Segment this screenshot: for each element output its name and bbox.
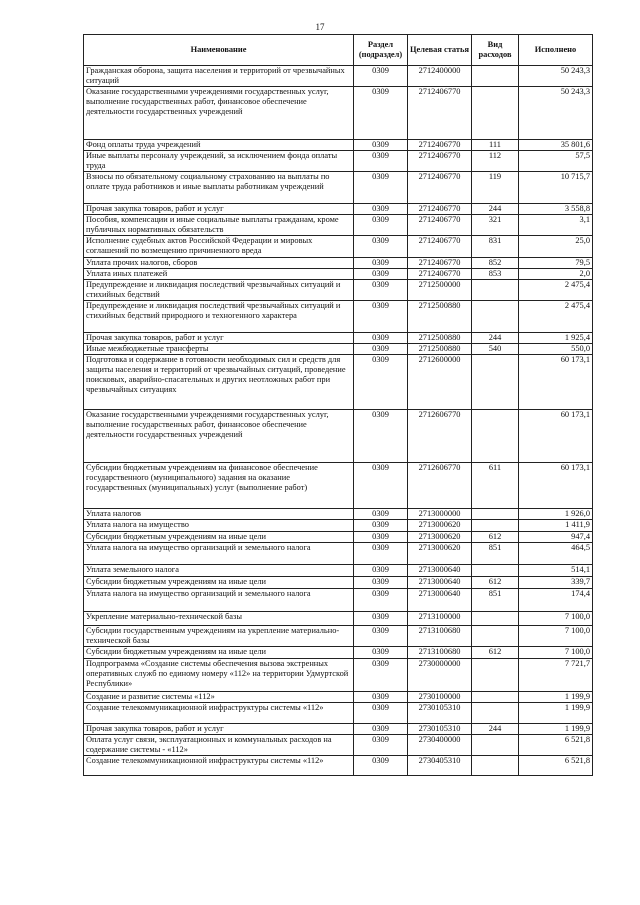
row-name-cell: Оказание государственными учреждениями государственных услуг, выполнение государственных работ, финансовое обеспечение деятельности государственных учреждений bbox=[84, 87, 354, 140]
row-executed-cell: 10 715,7 bbox=[519, 172, 593, 204]
row-target-cell: 2713000640 bbox=[408, 589, 472, 612]
row-name-cell: Уплата прочих налогов, сборов bbox=[84, 258, 354, 269]
row-name-cell: Уплата иных платежей bbox=[84, 269, 354, 280]
table-row bbox=[84, 410, 593, 463]
table-row bbox=[84, 280, 593, 301]
row-executed-cell: 2 475,4 bbox=[519, 280, 593, 301]
row-expense-type-cell: 612 bbox=[472, 532, 519, 543]
row-section-cell: 0309 bbox=[354, 463, 408, 509]
row-name-cell: Уплата налога на имущество организаций и земельного налога bbox=[84, 589, 354, 612]
row-name-cell: Укрепление материально-технической базы bbox=[84, 612, 354, 626]
row-executed-cell: 7 721,7 bbox=[519, 659, 593, 692]
row-name-cell: Субсидии бюджетным учреждениям на иные цели bbox=[84, 532, 354, 543]
row-expense-type-cell bbox=[472, 659, 519, 692]
row-expense-type-cell bbox=[472, 692, 519, 703]
row-section-cell: 0309 bbox=[354, 301, 408, 333]
row-section-cell: 0309 bbox=[354, 258, 408, 269]
row-executed-cell: 514,1 bbox=[519, 565, 593, 577]
row-section-cell: 0309 bbox=[354, 204, 408, 215]
row-expense-type-cell: 831 bbox=[472, 236, 519, 258]
row-expense-type-cell: 244 bbox=[472, 333, 519, 344]
row-executed-cell: 25,0 bbox=[519, 236, 593, 258]
row-expense-type-cell: 611 bbox=[472, 463, 519, 509]
row-executed-cell: 550,0 bbox=[519, 344, 593, 355]
row-target-cell: 2713000000 bbox=[408, 509, 472, 520]
row-section-cell: 0309 bbox=[354, 532, 408, 543]
row-target-cell: 2730405310 bbox=[408, 756, 472, 776]
table-row bbox=[84, 756, 593, 776]
row-name-cell: Субсидии бюджетным учреждениям на иные цели bbox=[84, 647, 354, 659]
row-executed-cell: 1 411,9 bbox=[519, 520, 593, 532]
table-row bbox=[84, 520, 593, 532]
row-executed-cell: 6 521,8 bbox=[519, 756, 593, 776]
row-executed-cell: 3,1 bbox=[519, 215, 593, 236]
column-header-expense-type: Вид расходов bbox=[472, 35, 519, 66]
row-section-cell: 0309 bbox=[354, 151, 408, 172]
row-expense-type-cell: 612 bbox=[472, 577, 519, 589]
row-section-cell: 0309 bbox=[354, 612, 408, 626]
row-target-cell: 2712400000 bbox=[408, 66, 472, 87]
table-row bbox=[84, 87, 593, 140]
row-target-cell: 2712406770 bbox=[408, 140, 472, 151]
row-target-cell: 2712406770 bbox=[408, 258, 472, 269]
row-expense-type-cell: 244 bbox=[472, 204, 519, 215]
row-name-cell: Субсидии государственным учреждениям на укрепление материально-технической базы bbox=[84, 626, 354, 647]
row-executed-cell: 3 558,8 bbox=[519, 204, 593, 215]
row-target-cell: 2712406770 bbox=[408, 172, 472, 204]
row-expense-type-cell: 112 bbox=[472, 151, 519, 172]
row-name-cell: Уплата налога на имущество bbox=[84, 520, 354, 532]
row-target-cell: 2730000000 bbox=[408, 659, 472, 692]
row-section-cell: 0309 bbox=[354, 520, 408, 532]
row-expense-type-cell: 321 bbox=[472, 215, 519, 236]
row-section-cell: 0309 bbox=[354, 509, 408, 520]
row-name-cell: Иные выплаты персоналу учреждений, за исключением фонда оплаты труда bbox=[84, 151, 354, 172]
row-expense-type-cell: 853 bbox=[472, 269, 519, 280]
table-row bbox=[84, 724, 593, 735]
row-expense-type-cell: 119 bbox=[472, 172, 519, 204]
row-name-cell: Прочая закупка товаров, работ и услуг bbox=[84, 204, 354, 215]
row-section-cell: 0309 bbox=[354, 577, 408, 589]
row-expense-type-cell bbox=[472, 735, 519, 756]
row-name-cell: Фонд оплаты труда учреждений bbox=[84, 140, 354, 151]
row-executed-cell: 947,4 bbox=[519, 532, 593, 543]
row-expense-type-cell bbox=[472, 280, 519, 301]
row-target-cell: 2713100000 bbox=[408, 612, 472, 626]
row-name-cell: Исполнение судебных актов Российской Федерации и мировых соглашений по возмещению причиненного вреда bbox=[84, 236, 354, 258]
row-name-cell: Оплата услуг связи, эксплуатационных и коммунальных расходов на содержание системы - «112» bbox=[84, 735, 354, 756]
row-name-cell: Предупреждение и ликвидация последствий чрезвычайных ситуаций и стихийных бедствий природного и техногенного характера bbox=[84, 301, 354, 333]
row-executed-cell: 1 199,9 bbox=[519, 703, 593, 724]
row-section-cell: 0309 bbox=[354, 280, 408, 301]
table-row bbox=[84, 647, 593, 659]
table-row bbox=[84, 151, 593, 172]
row-target-cell: 2713100680 bbox=[408, 626, 472, 647]
row-executed-cell: 6 521,8 bbox=[519, 735, 593, 756]
table-header-row bbox=[84, 35, 593, 66]
row-section-cell: 0309 bbox=[354, 543, 408, 565]
row-name-cell: Иные межбюджетные трансферты bbox=[84, 344, 354, 355]
row-executed-cell: 1 926,0 bbox=[519, 509, 593, 520]
table-row bbox=[84, 612, 593, 626]
row-section-cell: 0309 bbox=[354, 626, 408, 647]
column-header-name: Наименование bbox=[84, 35, 354, 66]
row-executed-cell: 60 173,1 bbox=[519, 355, 593, 410]
row-name-cell: Взносы по обязательному социальному страхованию на выплаты по оплате труда работников и иные выплаты работникам учреждений bbox=[84, 172, 354, 204]
row-expense-type-cell: 612 bbox=[472, 647, 519, 659]
table-row bbox=[84, 565, 593, 577]
row-target-cell: 2713000640 bbox=[408, 577, 472, 589]
row-target-cell: 2713000620 bbox=[408, 543, 472, 565]
table-row bbox=[84, 333, 593, 344]
row-executed-cell: 35 801,6 bbox=[519, 140, 593, 151]
row-section-cell: 0309 bbox=[354, 692, 408, 703]
row-section-cell: 0309 bbox=[354, 215, 408, 236]
table-row bbox=[84, 269, 593, 280]
column-header-target: Целевая статья bbox=[408, 35, 472, 66]
row-executed-cell: 1 199,9 bbox=[519, 724, 593, 735]
table-row bbox=[84, 509, 593, 520]
row-expense-type-cell bbox=[472, 626, 519, 647]
table-row bbox=[84, 66, 593, 87]
row-name-cell: Прочая закупка товаров, работ и услуг bbox=[84, 333, 354, 344]
row-target-cell: 2713100680 bbox=[408, 647, 472, 659]
row-section-cell: 0309 bbox=[354, 66, 408, 87]
row-section-cell: 0309 bbox=[354, 410, 408, 463]
row-section-cell: 0309 bbox=[354, 333, 408, 344]
table-row bbox=[84, 172, 593, 204]
row-target-cell: 2712406770 bbox=[408, 204, 472, 215]
row-name-cell: Уплата земельного налога bbox=[84, 565, 354, 577]
row-target-cell: 2730400000 bbox=[408, 735, 472, 756]
row-target-cell: 2712600000 bbox=[408, 355, 472, 410]
table-row bbox=[84, 258, 593, 269]
table-row bbox=[84, 692, 593, 703]
table-row bbox=[84, 236, 593, 258]
row-section-cell: 0309 bbox=[354, 565, 408, 577]
row-section-cell: 0309 bbox=[354, 724, 408, 735]
table-row bbox=[84, 659, 593, 692]
row-section-cell: 0309 bbox=[354, 703, 408, 724]
row-executed-cell: 1 925,4 bbox=[519, 333, 593, 344]
row-target-cell: 2713000640 bbox=[408, 565, 472, 577]
row-executed-cell: 464,5 bbox=[519, 543, 593, 565]
row-target-cell: 2712406770 bbox=[408, 87, 472, 140]
row-name-cell: Подготовка и содержание в готовности необходимых сил и средств для защиты населения и территорий от чрезвычайных ситуаций, проведение поисковых, аварийно-спасательных и других неотложных работ при чрезвычайных ситуациях bbox=[84, 355, 354, 410]
table-row bbox=[84, 589, 593, 612]
row-target-cell: 2712500880 bbox=[408, 344, 472, 355]
row-section-cell: 0309 bbox=[354, 756, 408, 776]
row-expense-type-cell bbox=[472, 703, 519, 724]
row-section-cell: 0309 bbox=[354, 355, 408, 410]
row-target-cell: 2712500880 bbox=[408, 333, 472, 344]
row-expense-type-cell: 540 bbox=[472, 344, 519, 355]
row-name-cell: Пособия, компенсации и иные социальные выплаты гражданам, кроме публичных нормативных обязательств bbox=[84, 215, 354, 236]
row-expense-type-cell: 111 bbox=[472, 140, 519, 151]
row-executed-cell: 2 475,4 bbox=[519, 301, 593, 333]
row-name-cell: Прочая закупка товаров, работ и услуг bbox=[84, 724, 354, 735]
row-expense-type-cell: 851 bbox=[472, 543, 519, 565]
row-name-cell: Уплата налога на имущество организаций и земельного налога bbox=[84, 543, 354, 565]
row-executed-cell: 7 100,0 bbox=[519, 612, 593, 626]
row-name-cell: Подпрограмма «Создание системы обеспечения вызова экстренных оперативных служб по единому номеру «112» на территории Удмуртской Республики» bbox=[84, 659, 354, 692]
row-section-cell: 0309 bbox=[354, 236, 408, 258]
table-row bbox=[84, 204, 593, 215]
row-section-cell: 0309 bbox=[354, 344, 408, 355]
table-row bbox=[84, 140, 593, 151]
column-header-executed: Исполнено bbox=[519, 35, 593, 66]
row-section-cell: 0309 bbox=[354, 140, 408, 151]
row-expense-type-cell: 851 bbox=[472, 589, 519, 612]
row-expense-type-cell bbox=[472, 565, 519, 577]
row-expense-type-cell: 244 bbox=[472, 724, 519, 735]
row-target-cell: 2712500880 bbox=[408, 301, 472, 333]
row-executed-cell: 50 243,3 bbox=[519, 87, 593, 140]
row-expense-type-cell bbox=[472, 509, 519, 520]
page-number: 17 bbox=[315, 22, 325, 32]
row-executed-cell: 1 199,9 bbox=[519, 692, 593, 703]
row-name-cell: Субсидии бюджетным учреждениям на иные цели bbox=[84, 577, 354, 589]
row-executed-cell: 60 173,1 bbox=[519, 410, 593, 463]
table-body bbox=[84, 66, 593, 776]
row-target-cell: 2730105310 bbox=[408, 724, 472, 735]
row-target-cell: 2712406770 bbox=[408, 269, 472, 280]
row-expense-type-cell bbox=[472, 612, 519, 626]
table-row bbox=[84, 463, 593, 509]
row-section-cell: 0309 bbox=[354, 269, 408, 280]
row-executed-cell: 7 100,0 bbox=[519, 647, 593, 659]
table-row bbox=[84, 703, 593, 724]
row-section-cell: 0309 bbox=[354, 589, 408, 612]
row-expense-type-cell bbox=[472, 355, 519, 410]
table-row bbox=[84, 543, 593, 565]
row-target-cell: 2712606770 bbox=[408, 410, 472, 463]
row-executed-cell: 57,5 bbox=[519, 151, 593, 172]
row-expense-type-cell bbox=[472, 520, 519, 532]
row-target-cell: 2712606770 bbox=[408, 463, 472, 509]
table-row bbox=[84, 532, 593, 543]
row-target-cell: 2730105310 bbox=[408, 703, 472, 724]
row-name-cell: Создание телекоммуникационной инфраструктуры системы «112» bbox=[84, 703, 354, 724]
row-target-cell: 2712500000 bbox=[408, 280, 472, 301]
row-section-cell: 0309 bbox=[354, 735, 408, 756]
row-target-cell: 2730100000 bbox=[408, 692, 472, 703]
column-header-section: Раздел (подраздел) bbox=[354, 35, 408, 66]
row-section-cell: 0309 bbox=[354, 659, 408, 692]
row-executed-cell: 339,7 bbox=[519, 577, 593, 589]
row-name-cell: Оказание государственными учреждениями государственных услуг, выполнение государственных работ, финансовое обеспечение деятельности государственных учреждений bbox=[84, 410, 354, 463]
row-name-cell: Уплата налогов bbox=[84, 509, 354, 520]
row-expense-type-cell bbox=[472, 66, 519, 87]
row-expense-type-cell bbox=[472, 301, 519, 333]
table-row bbox=[84, 344, 593, 355]
row-expense-type-cell: 852 bbox=[472, 258, 519, 269]
table-row bbox=[84, 577, 593, 589]
row-executed-cell: 7 100,0 bbox=[519, 626, 593, 647]
row-expense-type-cell bbox=[472, 410, 519, 463]
row-name-cell: Предупреждение и ликвидация последствий чрезвычайных ситуаций и стихийных бедствий bbox=[84, 280, 354, 301]
row-name-cell: Создание телекоммуникационной инфраструктуры системы «112» bbox=[84, 756, 354, 776]
table-row bbox=[84, 301, 593, 333]
row-section-cell: 0309 bbox=[354, 172, 408, 204]
row-target-cell: 2713000620 bbox=[408, 520, 472, 532]
row-target-cell: 2713000620 bbox=[408, 532, 472, 543]
row-expense-type-cell bbox=[472, 756, 519, 776]
table-row bbox=[84, 215, 593, 236]
table-row bbox=[84, 735, 593, 756]
row-section-cell: 0309 bbox=[354, 647, 408, 659]
row-executed-cell: 50 243,3 bbox=[519, 66, 593, 87]
row-target-cell: 2712406770 bbox=[408, 236, 472, 258]
budget-execution-table bbox=[83, 34, 593, 776]
row-name-cell: Гражданская оборона, защита населения и территорий от чрезвычайных ситуаций bbox=[84, 66, 354, 87]
row-executed-cell: 60 173,1 bbox=[519, 463, 593, 509]
row-name-cell: Субсидии бюджетным учреждениям на финансовое обеспечение государственного (муниципального) задания на оказание государственных (муниципальных) услуг (выполнение работ) bbox=[84, 463, 354, 509]
row-section-cell: 0309 bbox=[354, 87, 408, 140]
row-executed-cell: 2,0 bbox=[519, 269, 593, 280]
table-row bbox=[84, 626, 593, 647]
row-executed-cell: 79,5 bbox=[519, 258, 593, 269]
row-target-cell: 2712406770 bbox=[408, 151, 472, 172]
row-target-cell: 2712406770 bbox=[408, 215, 472, 236]
row-expense-type-cell bbox=[472, 87, 519, 140]
table-row bbox=[84, 355, 593, 410]
row-name-cell: Создание и развитие системы «112» bbox=[84, 692, 354, 703]
row-executed-cell: 174,4 bbox=[519, 589, 593, 612]
